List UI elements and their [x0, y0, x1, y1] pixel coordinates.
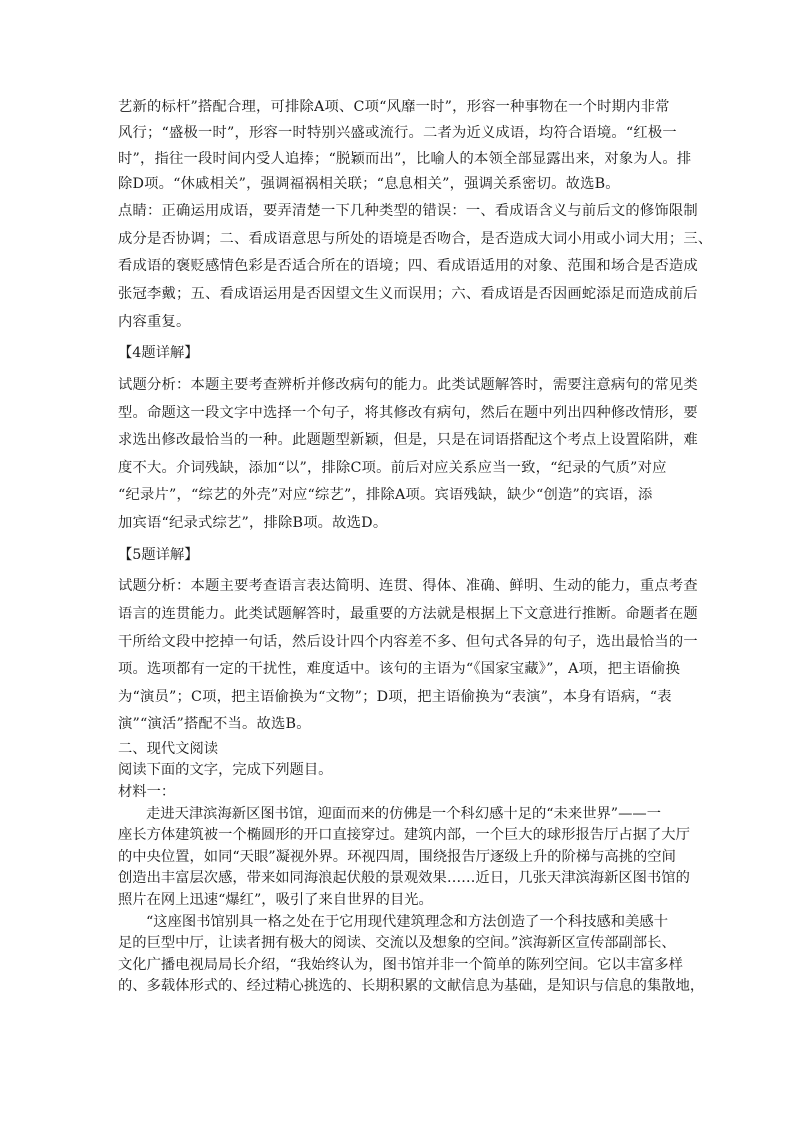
text-line: 看成语的褒贬感情色彩是否适合所在的语境；四、看成语适用的对象、范围和场合是否造成 [118, 258, 698, 275]
text-line: 点睛：正确运用成语，要弄清楚一下几种类型的错误：一、看成语含义与前后文的修饰限制 [118, 203, 698, 220]
text-line: 足的巨型中厅，让读者拥有极大的阅读、交流以及想象的空间。”滨海新区宣传部副部长、 [118, 935, 676, 952]
text-line: 文化广播电视局局长介绍，“我始终认为，图书馆并非一个简单的陈列空间。它以丰富多样 [118, 956, 683, 973]
text-line: 时”，指往一段时间内受人追捧；“脱颖而出”，比喻人的本领全部显露出来，对象为人。排 [118, 150, 692, 167]
text-line: 的中央位置，如同“天眼”凝视外界。环视四周，围绕报告厅逐级上升的阶梯与高挑的空间 [118, 848, 676, 865]
text-line: 为“演员”；C项，把主语偷换为“文物”；D项，把主语偷换为“表演”，本身有语病，“表 [118, 688, 672, 705]
text-line: 除D项。“休戚相关”，强调福祸相关联；“息息相关”，强调关系密切。故选B。 [118, 176, 620, 193]
text-line: 加宾语“纪录式综艺”，排除B项。故选D。 [118, 514, 388, 531]
question-5-heading: 【5题详解】 [118, 546, 199, 563]
text-line: 求选出修改最恰当的一种。此题题型新颖，但是，只是在词语搭配这个考点上设置陷阱，难 [118, 432, 698, 449]
text-line: 的、多载体形式的、经过精心挑选的、长期积累的文献信息为基础，是知识与信息的集散地， [118, 978, 705, 995]
text-line: “纪录片”，“综艺的外壳”对应“综艺”，排除A项。宾语残缺，缺少“创造”的宾语，添 [118, 487, 653, 504]
text-line: 走进天津滨海新区图书馆，迎面而来的仿佛是一个科幻感十足的“未来世界”——一 [146, 805, 662, 822]
document-page [118, 95, 713, 998]
question-5-analysis [118, 573, 698, 739]
text-line: 风行；“盛极一时”，形容一时特别兴盛或流行。二者为近义成语，均符合语境。“红极一 [118, 124, 677, 141]
instruction-text: 阅读下面的文字，完成下列题目。 [118, 762, 333, 779]
question-4-heading: 【4题详解】 [118, 345, 199, 362]
text-line: 干所给文段中挖掉一句话，然后设计四个内容差不多、但句式各异的句子，选出最恰当的一 [118, 633, 698, 650]
text-line: 型。命题这一段文字中选择一个句子，将其修改有病句，然后在题中列出四种修改情形，要 [118, 404, 698, 421]
text-line: 座长方体建筑被一个椭圆形的开口直接穿过。建筑内部，一个巨大的球形报告厅占据了大厅 [118, 827, 690, 844]
material-paragraph-1 [118, 804, 690, 912]
text-line: 项。选项都有一定的干扰性，难度适中。该句的主语为“《国家宝藏》”，A项，把主语偷换 [118, 661, 681, 678]
text-line: 成分是否协调；二、看成语意思与所处的语境是否吻合，是否造成大词小用或小词大用；三、 [118, 230, 713, 247]
text-line: 创造出丰富层次感，带来如同海浪起伏般的景观效果……近日，几张天津滨海新区图书馆的 [118, 870, 690, 887]
section-3-answer-tail [118, 95, 692, 198]
text-line: “这座图书馆别具一格之处在于它用现代建筑理念和方法创造了一个科技感和美感十 [146, 913, 668, 930]
text-line: 内容重复。 [118, 313, 191, 330]
question-4-analysis [118, 372, 698, 538]
section-title: 二、现代文阅读 [118, 740, 219, 757]
text-line: 艺新的标杆”搭配合理，可排除A项、C项“风靡一时”，形容一种事物在一个时期内非常 [118, 99, 670, 115]
text-line: 演”“演活”搭配不当。故选B。 [118, 716, 311, 733]
text-line: 语言的连贯能力。此类试题解答时，最重要的方法就是根据上下文意进行推断。命题者在题 [118, 605, 698, 622]
section-2-block [118, 739, 678, 804]
text-line: 试题分析：本题主要考查语言表达简明、连贯、得体、准确、鲜明、生动的能力，重点考查 [118, 578, 698, 595]
text-line: 度不大。介词残缺，添加“以”，排除C项。前后对应关系应当一致，“纪录的气质”对应 [118, 459, 667, 476]
text-line: 试题分析：本题主要考查辨析并修改病句的能力。此类试题解答时，需要注意病句的常见类 [118, 376, 698, 393]
text-line: 张冠李戴；五、看成语运用是否因望文生义而误用；六、看成语是否因画蛇添足而造成前后 [118, 285, 698, 302]
material-label: 材料一： [118, 784, 176, 801]
material-paragraph-2 [118, 912, 705, 998]
tip-paragraph [118, 198, 713, 336]
text-line: 照片在网上迅速“爆红”，吸引了来自世界的目光。 [118, 892, 433, 909]
